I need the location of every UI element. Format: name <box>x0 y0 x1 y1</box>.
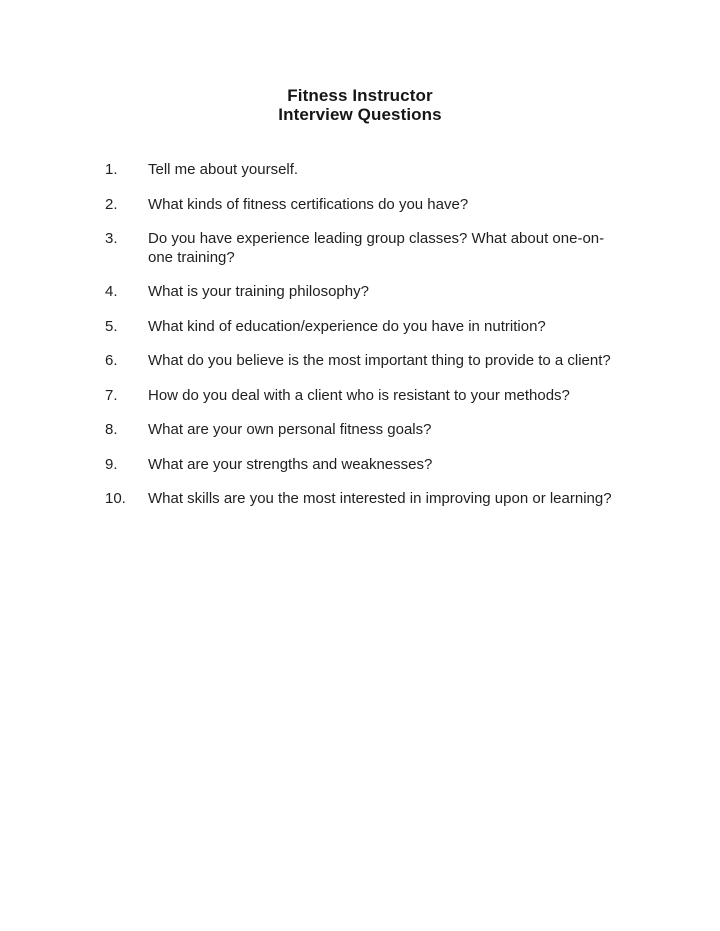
question-number: 8. <box>105 421 118 438</box>
question-number: 2. <box>105 195 118 213</box>
question-text: How do you deal with a client who is resistant to your methods? <box>148 386 570 404</box>
question-text: What kind of education/experience do you have in nutrition? <box>148 317 546 335</box>
document-title <box>0 0 720 124</box>
question-text: What skills are you the most interested in improving upon or learning? <box>148 490 612 507</box>
question-text: Do you have experience leading group classes? What about one-on-one training? <box>148 230 605 266</box>
question-item <box>105 230 626 267</box>
question-number: 9. <box>105 455 118 473</box>
title-line-2: Interview Questions <box>278 105 442 124</box>
question-list <box>105 161 626 509</box>
question-number: 4. <box>105 283 118 300</box>
question-number: 3. <box>105 230 118 247</box>
question-item <box>105 490 626 509</box>
question-text: What kinds of fitness certifications do you have? <box>148 195 469 213</box>
question-text: What is your training philosophy? <box>148 283 369 300</box>
question-item <box>105 161 626 180</box>
question-text: What do you believe is the most important thing to provide to a client? <box>148 352 611 369</box>
question-number: 7. <box>105 386 118 404</box>
question-number: 5. <box>105 317 118 335</box>
question-number: 1. <box>105 161 118 178</box>
question-item <box>105 318 626 337</box>
question-text: Tell me about yourself. <box>148 161 299 178</box>
question-number: 10. <box>105 490 126 507</box>
question-item <box>105 352 626 371</box>
question-text: What are your own personal fitness goals? <box>148 421 432 438</box>
question-item <box>105 456 626 475</box>
question-item <box>105 283 626 302</box>
question-number: 6. <box>105 352 118 369</box>
question-item <box>105 196 626 215</box>
title-line-1: Fitness Instructor <box>287 86 433 105</box>
question-text: What are your strengths and weaknesses? <box>148 455 433 473</box>
question-item <box>105 387 626 406</box>
question-item <box>105 421 626 440</box>
